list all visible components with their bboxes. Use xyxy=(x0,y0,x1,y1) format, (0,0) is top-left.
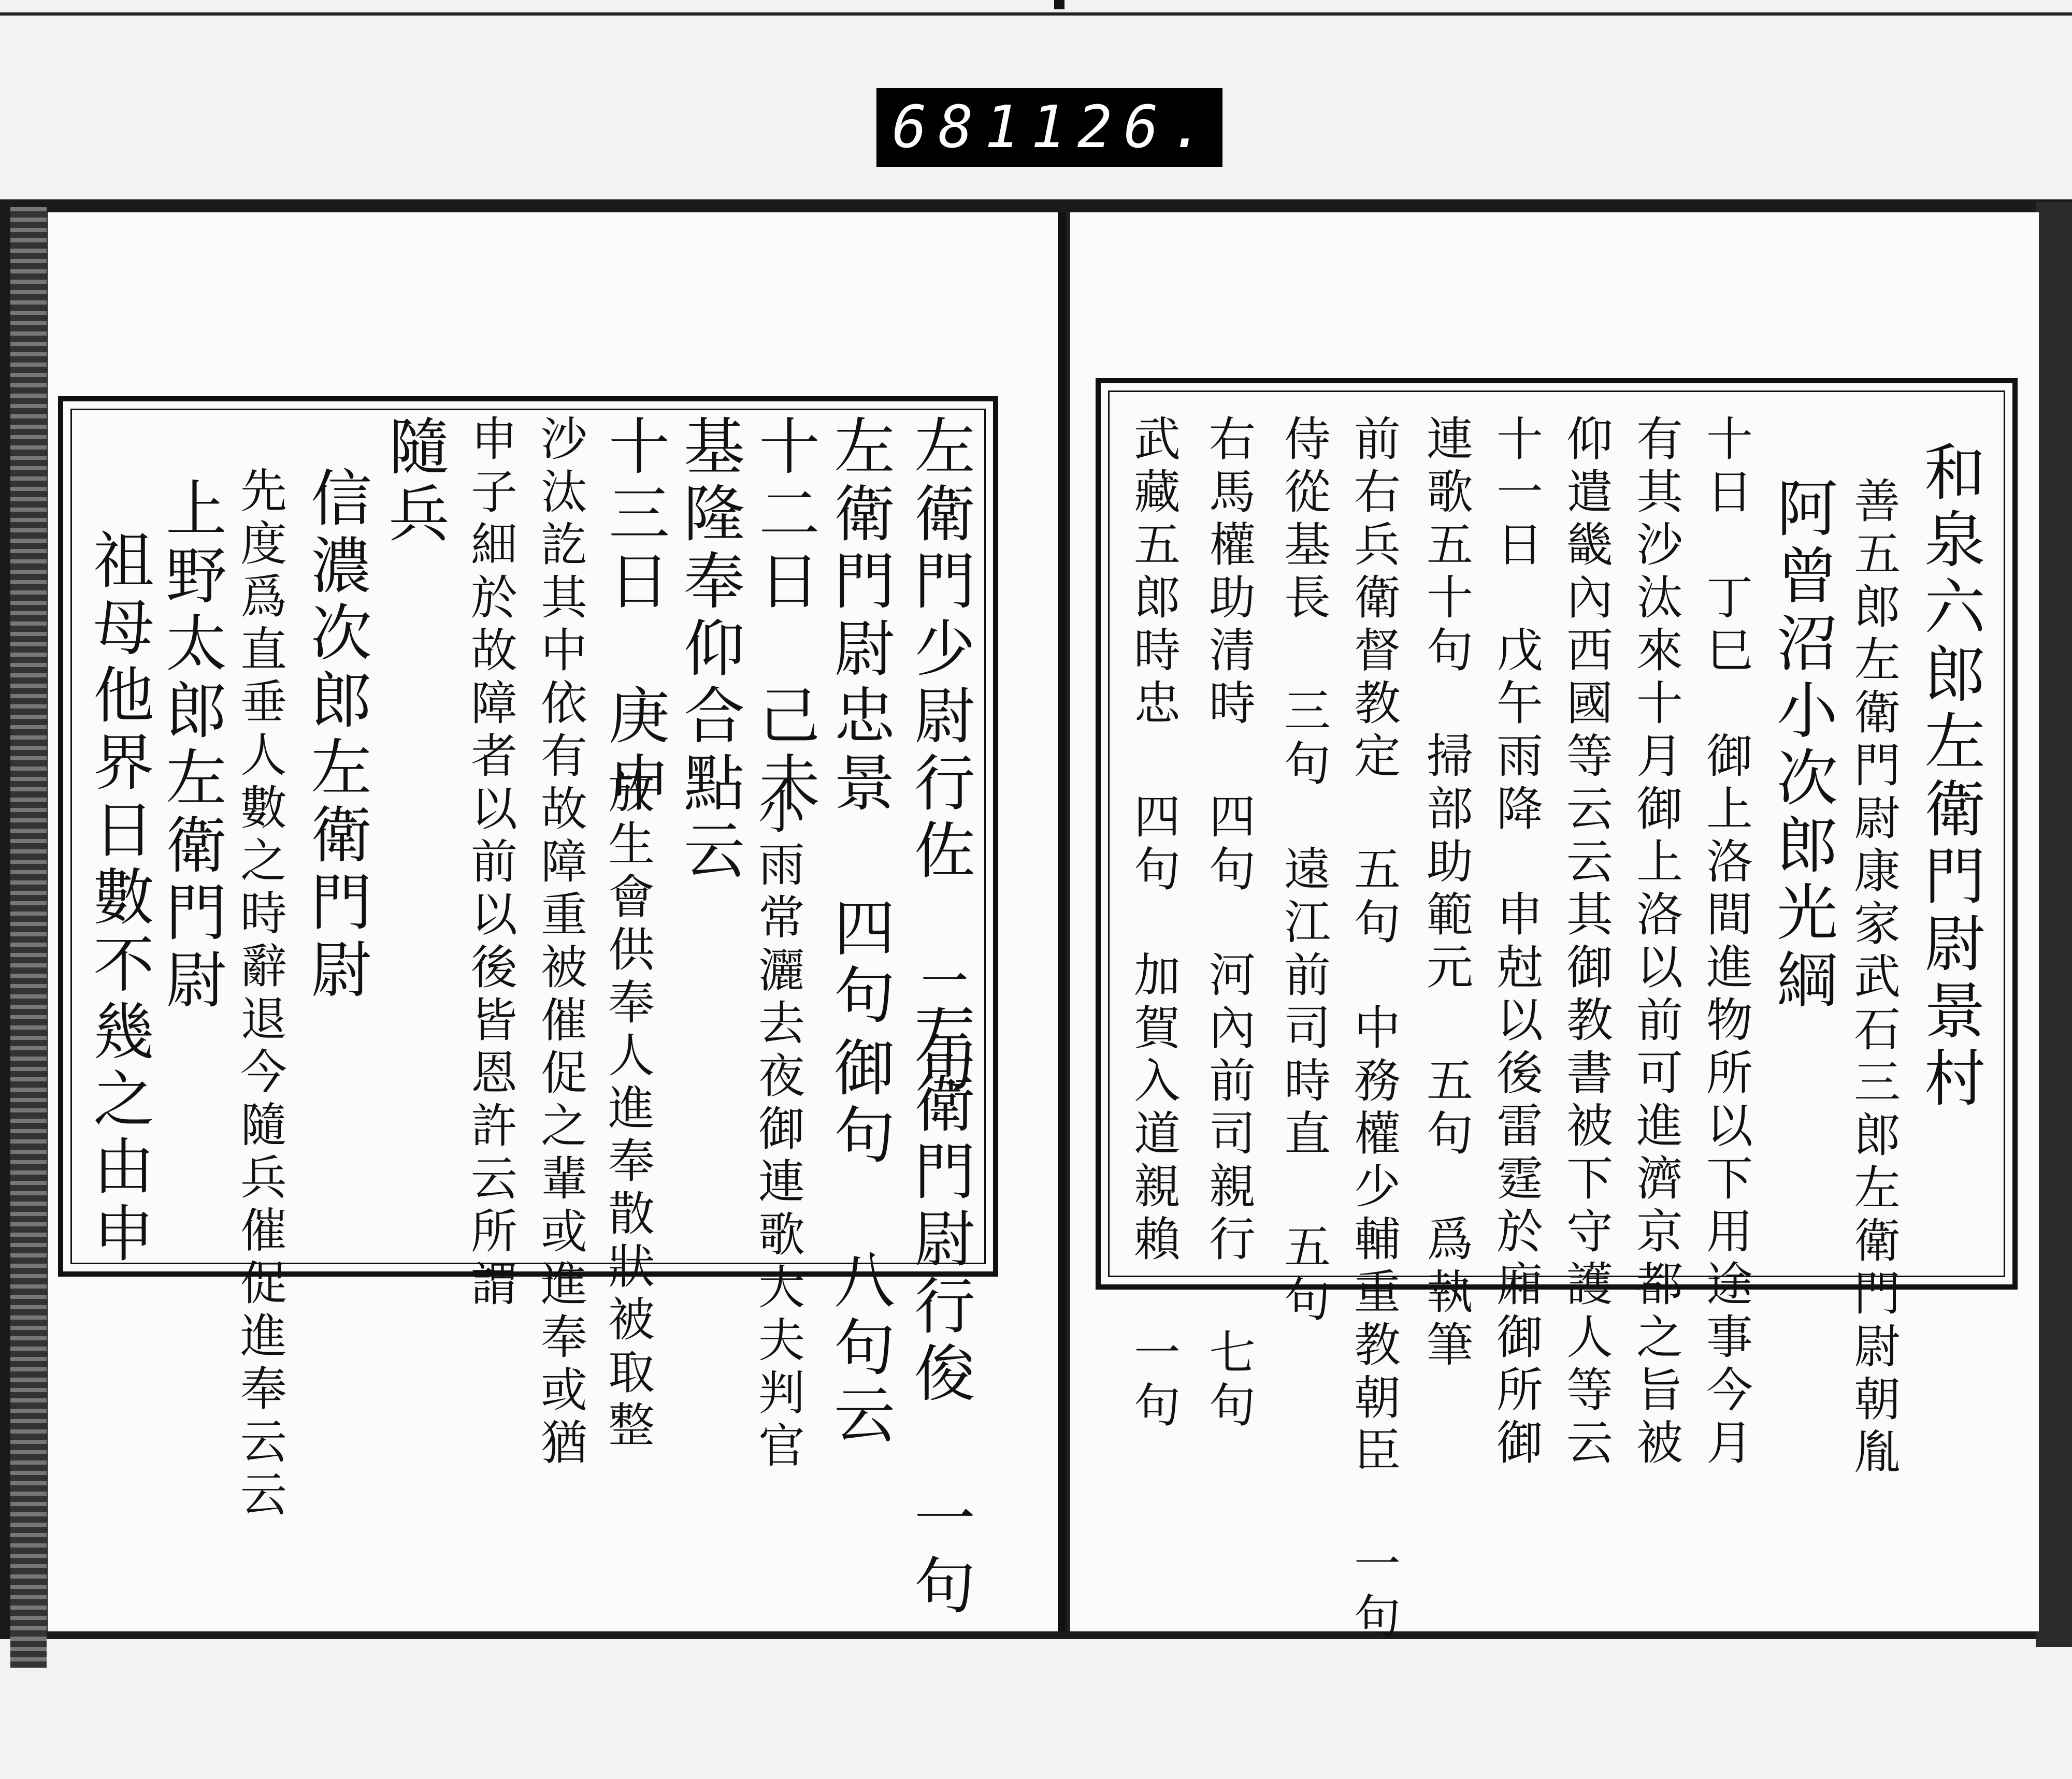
right-column-11: 右馬權助清時 四句 河內前司親行 七句 xyxy=(1201,414,1255,1434)
right-page-edge xyxy=(2036,202,2072,1647)
scan-top-edge xyxy=(0,0,2072,16)
left-column-9: 信濃次郎左衛門尉 xyxy=(300,466,372,1005)
left-lower-column-3: 小雨常灑去夜御連歌大夫判官 xyxy=(750,787,804,1474)
left-column-11: 上野太郎左衛門尉 xyxy=(155,476,227,1015)
right-column-6: 仰遣畿內西國等云云其御教書被下守護人等云 xyxy=(1558,414,1613,1471)
left-lower-column-1: 左衛門尉行俊 一句 xyxy=(904,1005,975,1621)
left-column-12: 祖母他界日數不幾之由申 xyxy=(83,528,154,1269)
right-column-4: 十日 丁巳 御上洛間進物所以下用途事今月 xyxy=(1698,414,1752,1471)
reference-right-number: 126. xyxy=(1031,94,1217,161)
left-column-6: 沙汰訖其中依有故障重被催促之輩或進奉或猶 xyxy=(533,414,587,1471)
left-column-3: 十二日 己未 xyxy=(749,414,820,818)
reference-left-number: 681 xyxy=(892,94,1031,161)
left-column-1: 左衛門少尉行佐 二句 xyxy=(904,414,975,1098)
left-lower-column-4: 放生會供奉人進奉散狀被取整 xyxy=(600,766,654,1453)
right-column-2: 善五郎左衛門尉康家武石三郎左衛門尉朝胤 xyxy=(1846,476,1900,1480)
left-column-8: 隨兵 xyxy=(378,414,450,549)
right-column-3: 阿曾沼小次郎光綱 xyxy=(1766,476,1838,1015)
left-lower-column-2: 御句 八句云 xyxy=(824,1036,895,1450)
left-page-edge xyxy=(10,207,47,1668)
left-column-10: 先度爲直垂人數之時辭退今隨兵催促進奉云云 xyxy=(232,466,286,1523)
archive-reference-label xyxy=(876,88,1222,167)
left-column-5: 十三日 庚申 xyxy=(598,414,670,818)
right-column-5: 有其沙汰來十月御上洛以前可進濟京都之旨被 xyxy=(1628,414,1682,1471)
scan-mark xyxy=(1054,0,1064,9)
right-column-8: 連歌五十句 掃部助範元 五句 爲執筆 xyxy=(1418,414,1473,1373)
right-column-10: 侍從基長 三句 遠江前司時直 五句 xyxy=(1276,414,1330,1328)
left-column-4: 基隆奉仰合點云 xyxy=(673,414,745,886)
right-column-1: 和泉六郎左衛門尉景村 xyxy=(1914,440,1985,1113)
left-column-2: 左衛門尉忠景 四句 xyxy=(824,414,895,1031)
right-column-7: 十一日 戊午雨降 申尅以後雷霆於廂御所御 xyxy=(1488,414,1543,1471)
right-column-9: 前右兵衛督教定 五句 中務權少輔重教朝臣 一句 xyxy=(1346,414,1400,1645)
right-column-12: 武藏五郎時忠 四句 加賀入道親賴 一句 xyxy=(1126,414,1180,1434)
left-column-7: 申子細於故障者以前以後皆恩許云所謂 xyxy=(463,414,517,1312)
